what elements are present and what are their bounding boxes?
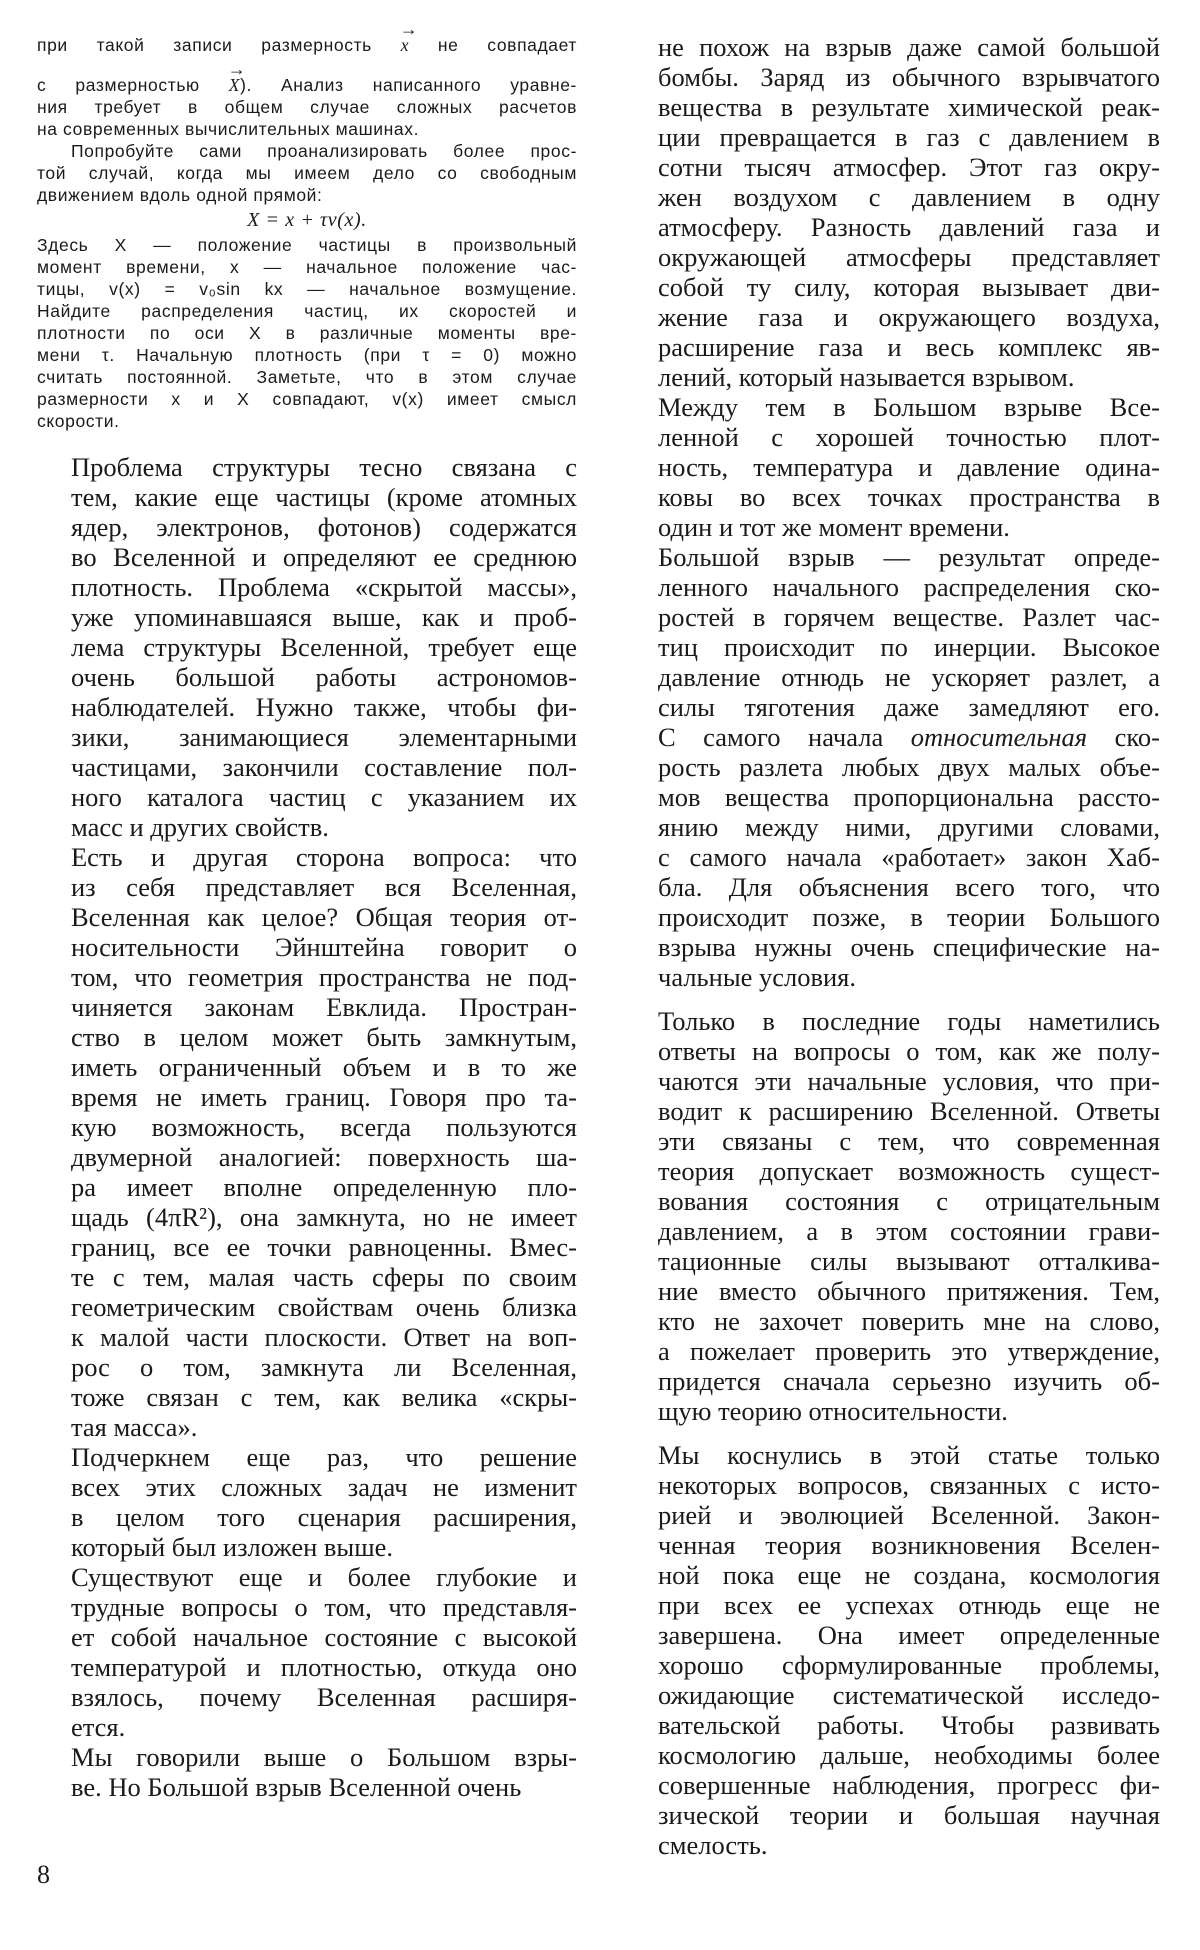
text-line: Найдите распределения частиц, их скоростей и <box>37 301 577 321</box>
text-line: наблюдателей. Нужно также, чтобы фи- <box>71 692 577 722</box>
text-line: давлением, а в этом состоянии грави- <box>658 1216 1160 1246</box>
text-line: янию между ними, другими словами, <box>658 812 1160 842</box>
exercise-paragraph-3 <box>37 234 577 432</box>
text-line: ции превращается в газ с давлением в <box>658 122 1160 152</box>
text-line: вования состояния с отрицательным <box>658 1186 1160 1216</box>
paragraph <box>37 1742 577 1802</box>
text-line: лема структуры Вселенной, требует еще <box>71 632 577 662</box>
paragraph <box>624 392 1160 542</box>
text-line: ответы на вопросы о том, как же полу- <box>658 1036 1160 1066</box>
text-line: тационные силы вызывают отталкива- <box>658 1246 1160 1276</box>
text-line: с размерностью → X). Анализ написанного уравне- <box>37 74 577 96</box>
text-line: ность, температура и давление одина- <box>658 452 1160 482</box>
text-line: вательской работы. Чтобы развивать <box>658 1710 1160 1740</box>
text-line: ленной с хорошей точностью плот- <box>658 422 1160 452</box>
text-line: окружающей атмосферы представляет <box>658 242 1160 272</box>
text-line: к малой части плоскости. Ответ на воп- <box>71 1322 577 1352</box>
paragraph <box>37 452 577 842</box>
text-line: из себя представляет вся Вселенная, <box>71 872 577 902</box>
text-line: ожидающие систематической исследо- <box>658 1680 1160 1710</box>
text-line: который был изложен выше. <box>71 1532 394 1562</box>
text-line: тая масса». <box>71 1412 198 1442</box>
text-line: вещества в результате химической реак- <box>658 92 1160 122</box>
text-line: хорошо сформулированные проблемы, <box>658 1650 1160 1680</box>
text-line: иметь ограниченный объем и в то же <box>71 1052 577 1082</box>
text-line: ленного начального распределения ско- <box>658 572 1160 602</box>
text-line: Мы коснулись в этой статье только <box>658 1440 1160 1470</box>
text-line: совершенные наблюдения, прогресс фи- <box>658 1770 1160 1800</box>
text-line: ве. Но Большой взрыв Вселенной очень <box>71 1772 522 1802</box>
text-line: Большой взрыв — результат опреде- <box>658 542 1160 572</box>
text-line: трудные вопросы о том, что представля- <box>71 1592 577 1622</box>
text-line: Проблема структуры тесно связана с <box>71 452 577 482</box>
exercise-paragraph-1 <box>37 34 577 140</box>
text-line: ния требует в общем случае сложных расчетов <box>37 97 577 117</box>
text-line: Попробуйте сами проанализировать более прос- <box>71 141 577 161</box>
paragraph <box>624 1006 1160 1426</box>
text-line: тицы, v(x) = v₀sin kx — начальное возмущение. <box>37 279 577 299</box>
text-line: Между тем в Большом взрыве Все- <box>658 392 1160 422</box>
paragraph <box>37 1562 577 1742</box>
text-line: кто не захочет поверить мне на слово, <box>658 1306 1160 1336</box>
text-line: взялось, почему Вселенная расширя- <box>71 1682 577 1712</box>
text-line: тиц происходит по инерции. Высокое <box>658 632 1160 662</box>
text-line: геометрическим свойствам очень близка <box>71 1292 577 1322</box>
text-line: чальные условия. <box>658 962 856 992</box>
text-line: время не иметь границ. Говоря про та- <box>71 1082 577 1112</box>
text-line: собой ту силу, которая вызывает дви- <box>658 272 1160 302</box>
text-line: смелость. <box>658 1830 768 1860</box>
text-line: щую теорию относительности. <box>658 1396 1008 1426</box>
right-column <box>624 32 1160 1860</box>
text-line: атмосферу. Разность давлений газа и <box>658 212 1160 242</box>
text-line: щадь (4πR²), она замкнута, но не имеет <box>71 1202 577 1232</box>
text-line: мов вещества пропорциональна рассто- <box>658 782 1160 812</box>
text-line: завершена. Она имеет определенные <box>658 1620 1160 1650</box>
page-number: 8 <box>37 1860 50 1889</box>
text-line: в целом того сценария расширения, <box>71 1502 577 1532</box>
text-line: частицами, закончили составление пол- <box>71 752 577 782</box>
text-line: размерности x и X совпадают, v(x) имеет смысл <box>37 389 577 409</box>
text-line: той случай, когда мы имеем дело со свободным <box>37 163 577 183</box>
text-line: те с тем, малая часть сферы по своим <box>71 1262 577 1292</box>
vector-x-symbol: → x <box>401 34 409 56</box>
text-line: ра имеет вполне определенную пло- <box>71 1172 577 1202</box>
text-line: тем, какие еще частицы (кроме атомных <box>71 482 577 512</box>
text-line: давление отнюдь не ускоряет разлет, а <box>658 662 1160 692</box>
text-line: ковы во всех точках пространства в <box>658 482 1160 512</box>
text-line: чиняется законам Евклида. Простран- <box>71 992 577 1022</box>
text-line: ростей в горячем веществе. Разлет час- <box>658 602 1160 632</box>
text-line: космологию дальше, необходимы более <box>658 1740 1160 1770</box>
vector-X-symbol: → X <box>229 74 240 96</box>
text-line: тоже связан с тем, как велика «скры- <box>71 1382 577 1412</box>
text-line: ство в целом может быть замкнутым, <box>71 1022 577 1052</box>
text-line: Существуют еще и более глубокие и <box>71 1562 577 1592</box>
text-line: считать постоянной. Заметьте, что в этом случае <box>37 367 577 387</box>
text-line: Здесь X — положение частицы в произвольный <box>37 235 577 255</box>
text-line: при такой записи размерность → x не совпадает <box>37 34 577 56</box>
text-line: зической теории и большая научная <box>658 1800 1160 1830</box>
text-line: том, что геометрия пространства не под- <box>71 962 577 992</box>
text-line: ется. <box>71 1712 126 1742</box>
text-line: мени τ. Начальную плотность (при τ = 0) можно <box>37 345 577 365</box>
text-line: ного каталога частиц с указанием их <box>71 782 577 812</box>
text-line: рос о том, замкнута ли Вселенная, <box>71 1352 577 1382</box>
equation: X = x + τv(x). <box>247 209 367 231</box>
text-line: бла. Для объяснения всего того, что <box>658 872 1160 902</box>
text-line: Только в последние годы наметились <box>658 1006 1160 1036</box>
main-text-left <box>37 452 577 1802</box>
text-line: Вселенная как целое? Общая теория от- <box>71 902 577 932</box>
text-line: Мы говорили выше о Большом взры- <box>71 1742 577 1772</box>
text-line: жен воздухом с давлением в одну <box>658 182 1160 212</box>
exercise-block <box>37 34 577 432</box>
paragraph <box>624 542 1160 992</box>
text-line: происходит позже, в теории Большого <box>658 902 1160 932</box>
text-line: Есть и другая сторона вопроса: что <box>71 842 577 872</box>
text-line: границ, все ее точки равноценны. Вмес- <box>71 1232 577 1262</box>
text-line: плотности по оси X в различные моменты вре- <box>37 323 577 343</box>
text-line: при всех ее успехах отнюдь еще не <box>658 1590 1160 1620</box>
text-line: на современных вычислительных машинах. <box>37 119 420 139</box>
text-line: жение газа и окружающего воздуха, <box>658 302 1160 332</box>
text-line: водит к расширению Вселенной. Ответы <box>658 1096 1160 1126</box>
text-line: чаются эти начальные условия, что при- <box>658 1066 1160 1096</box>
text-line: теория допускает возможность сущест- <box>658 1156 1160 1186</box>
text-line: некоторых вопросов, связанных с исто- <box>658 1470 1160 1500</box>
paragraph <box>37 1442 577 1562</box>
left-column <box>37 34 577 1802</box>
text-line: ядер, электронов, фотонов) содержатся <box>71 512 577 542</box>
text-line: сотни тысяч атмосфер. Этот газ окру- <box>658 152 1160 182</box>
text-line: ние вместо обычного притяжения. Тем, <box>658 1276 1160 1306</box>
text-line: во Вселенной и определяют ее среднюю <box>71 542 577 572</box>
text-line: а пожелает проверить это утверждение, <box>658 1336 1160 1366</box>
text-line: температурой и плотностью, откуда оно <box>71 1652 577 1682</box>
text-line: уже упоминавшаяся выше, как и проб- <box>71 602 577 632</box>
text-line: Подчеркнем еще раз, что решение <box>71 1442 577 1472</box>
exercise-paragraph-2 <box>37 140 577 206</box>
text-line: с самого начала «работает» закон Хаб- <box>658 842 1160 872</box>
text-line: один и тот же момент времени. <box>658 512 1010 542</box>
text-line: ченная теория возникновения Вселен- <box>658 1530 1160 1560</box>
main-text-right <box>624 32 1160 1860</box>
paragraph <box>37 842 577 1442</box>
paragraph <box>624 32 1160 392</box>
text-line: не похож на взрыв даже самой большой <box>658 32 1160 62</box>
paragraph <box>624 1440 1160 1860</box>
text-line: ет собой начальное состояние с высокой <box>71 1622 577 1652</box>
text-line: взрыва нужны очень специфические на- <box>658 932 1160 962</box>
text-line: носительности Эйнштейна говорит о <box>71 932 577 962</box>
text-line: рость разлета любых двух малых объе- <box>658 752 1160 782</box>
text-line: момент времени, x — начальное положение час- <box>37 257 577 277</box>
text-line: расширение газа и весь комплекс яв- <box>658 332 1160 362</box>
text-line: силы тяготения даже замедляют его. <box>658 692 1160 722</box>
text-line: движением вдоль одной прямой: <box>37 185 323 205</box>
text-line: кую возможность, всегда пользуются <box>71 1112 577 1142</box>
text-line: всех этих сложных задач не изменит <box>71 1472 577 1502</box>
text-line: плотность. Проблема «скрытой массы», <box>71 572 577 602</box>
text-line: очень большой работы астрономов- <box>71 662 577 692</box>
emphasized-word: относительная <box>910 722 1088 752</box>
text-line: эти связаны с тем, что современная <box>658 1126 1160 1156</box>
text-line: ной пока еще не создана, космология <box>658 1560 1160 1590</box>
text-line: С самого начала относительная ско- <box>658 722 1160 752</box>
text-line: двумерной аналогией: поверхность ша- <box>71 1142 577 1172</box>
text-line: масс и других свойств. <box>71 812 329 842</box>
text-line: скорости. <box>37 411 120 431</box>
text-line: придется сначала серьезно изучить об- <box>658 1366 1160 1396</box>
text-line: рией и эволюцией Вселенной. Закон- <box>658 1500 1160 1530</box>
text-line: бомбы. Заряд из обычного взрывчатого <box>658 62 1160 92</box>
text-line: зики, занимающиеся элементарными <box>71 722 577 752</box>
text-line: лений, который называется взрывом. <box>658 362 1075 392</box>
